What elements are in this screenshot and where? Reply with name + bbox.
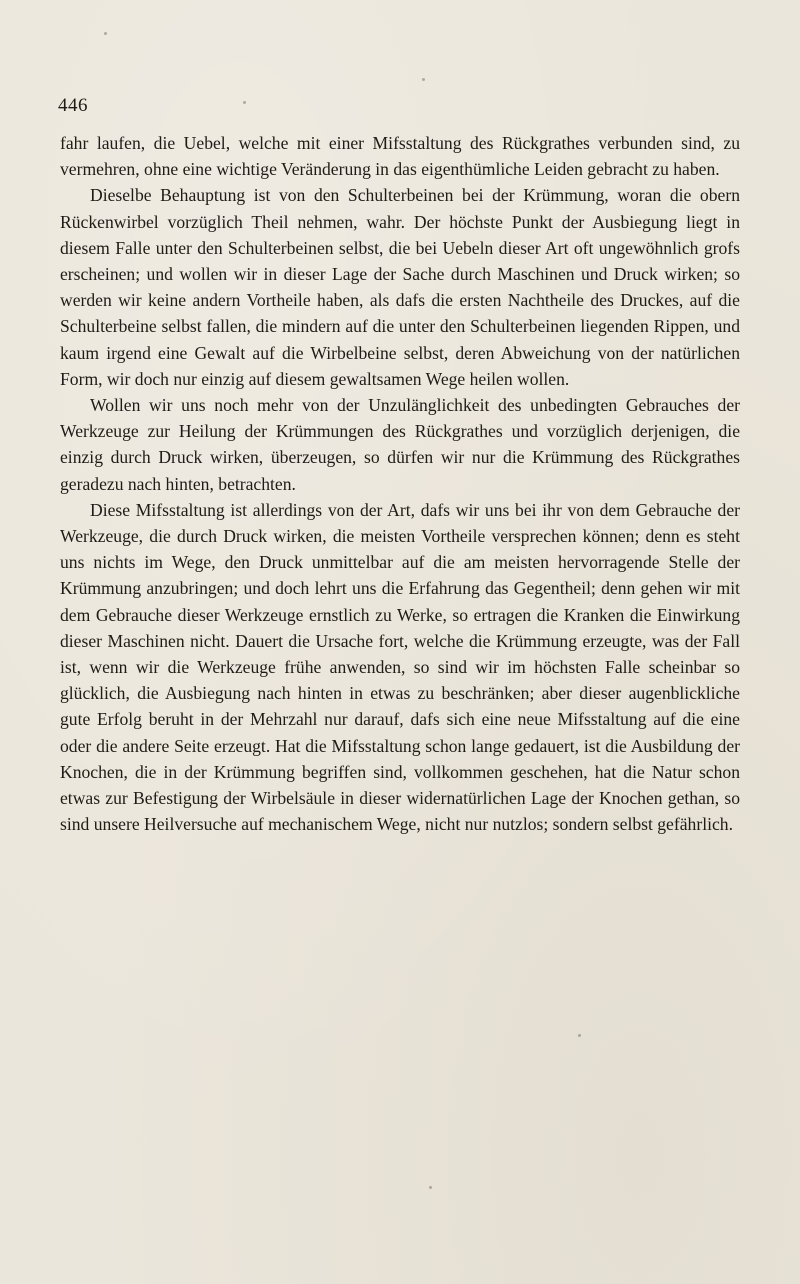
paper-speck (243, 101, 246, 104)
paragraph-3: Wollen wir uns noch mehr von der Unzulänglichkeit des unbedingten Gebrauches der Werkzeuge zur Heilung der Krümmungen des Rückgrathes und vorzüglich derjenigen, die einzig durch Druck wirken, überzeugen, so dürfen wir nur die Krümmung des Rückgrathes geradezu nach hinten, betrachten. (60, 395, 740, 494)
paragraph-1: fahr laufen, die Uebel, welche mit einer Mifsstaltung des Rückgrathes verbunden sind, zu vermehren, ohne eine wichtige Veränderung in das eigenthümliche Leiden gebracht zu haben. (60, 133, 740, 180)
page-number: 446 (58, 95, 88, 116)
body-text (60, 130, 740, 837)
paragraph-2: Dieselbe Behauptung ist von den Schulterbeinen bei der Krümmung, woran die obern Rückenwirbel vorzüglich Theil nehmen, wahr. Der höchste Punkt der Ausbiegung liegt in diesem Falle unter den Schulterbeinen selbst, die bei Uebeln dieser Art oft ungewöhnlich grofs erscheinen; und wollen wir in dieser Lage der Sache durch Maschinen und Druck wirken; so werden wir keine andern Vortheile haben, als dafs die ersten Nachtheile des Druckes, auf die Schulterbeine selbst fallen, die mindern auf die unter den Schulterbeinen liegenden Rippen, und kaum irgend eine Gewalt auf die Wirbelbeine selbst, deren Abweichung von der natürlichen Form, wir doch nur einzig auf diesem gewaltsamen Wege heilen wollen. (60, 185, 740, 389)
paper-speck (578, 1034, 581, 1037)
paper-speck (422, 78, 425, 81)
paper-speck (104, 32, 107, 35)
paragraph-4: Diese Mifsstaltung ist allerdings von der Art, dafs wir uns bei ihr von dem Gebrauche der Werkzeuge, die durch Druck wirken, die meisten Vortheile versprechen können; denn es steht uns nichts im Wege, den Druck unmittelbar auf die am meisten hervorragende Stelle der Krümmung anzubringen; und doch lehrt uns die Erfahrung das Gegentheil; denn gehen wir mit dem Gebrauche dieser Werkzeuge ernstlich zu Werke, so ertragen die Kranken die Einwirkung dieser Maschinen nicht. Dauert die Ursache fort, welche die Krümmung erzeugte, was der Fall ist, wenn wir die Werkzeuge frühe anwenden, so sind wir im höchsten Falle scheinbar so glücklich, die Ausbiegung nach hinten in etwas zu beschränken; aber dieser augenblickliche gute Erfolg beruht in der Mehrzahl nur darauf, dafs sich eine neue Mifsstaltung auf die eine oder die andere Seite erzeugt. Hat die Mifsstaltung schon lange gedauert, ist die Ausbildung der Knochen, die in der Krümmung begriffen sind, vollkommen geschehen, hat die Natur schon etwas zur Befestigung der Wirbelsäule in dieser widernatürlichen Lage der Knochen gethan, so sind unsere Heilversuche auf mechanischem Wege, nicht nur nutzlos; sondern selbst gefährlich. (60, 499, 740, 835)
paper-speck (429, 1186, 432, 1189)
